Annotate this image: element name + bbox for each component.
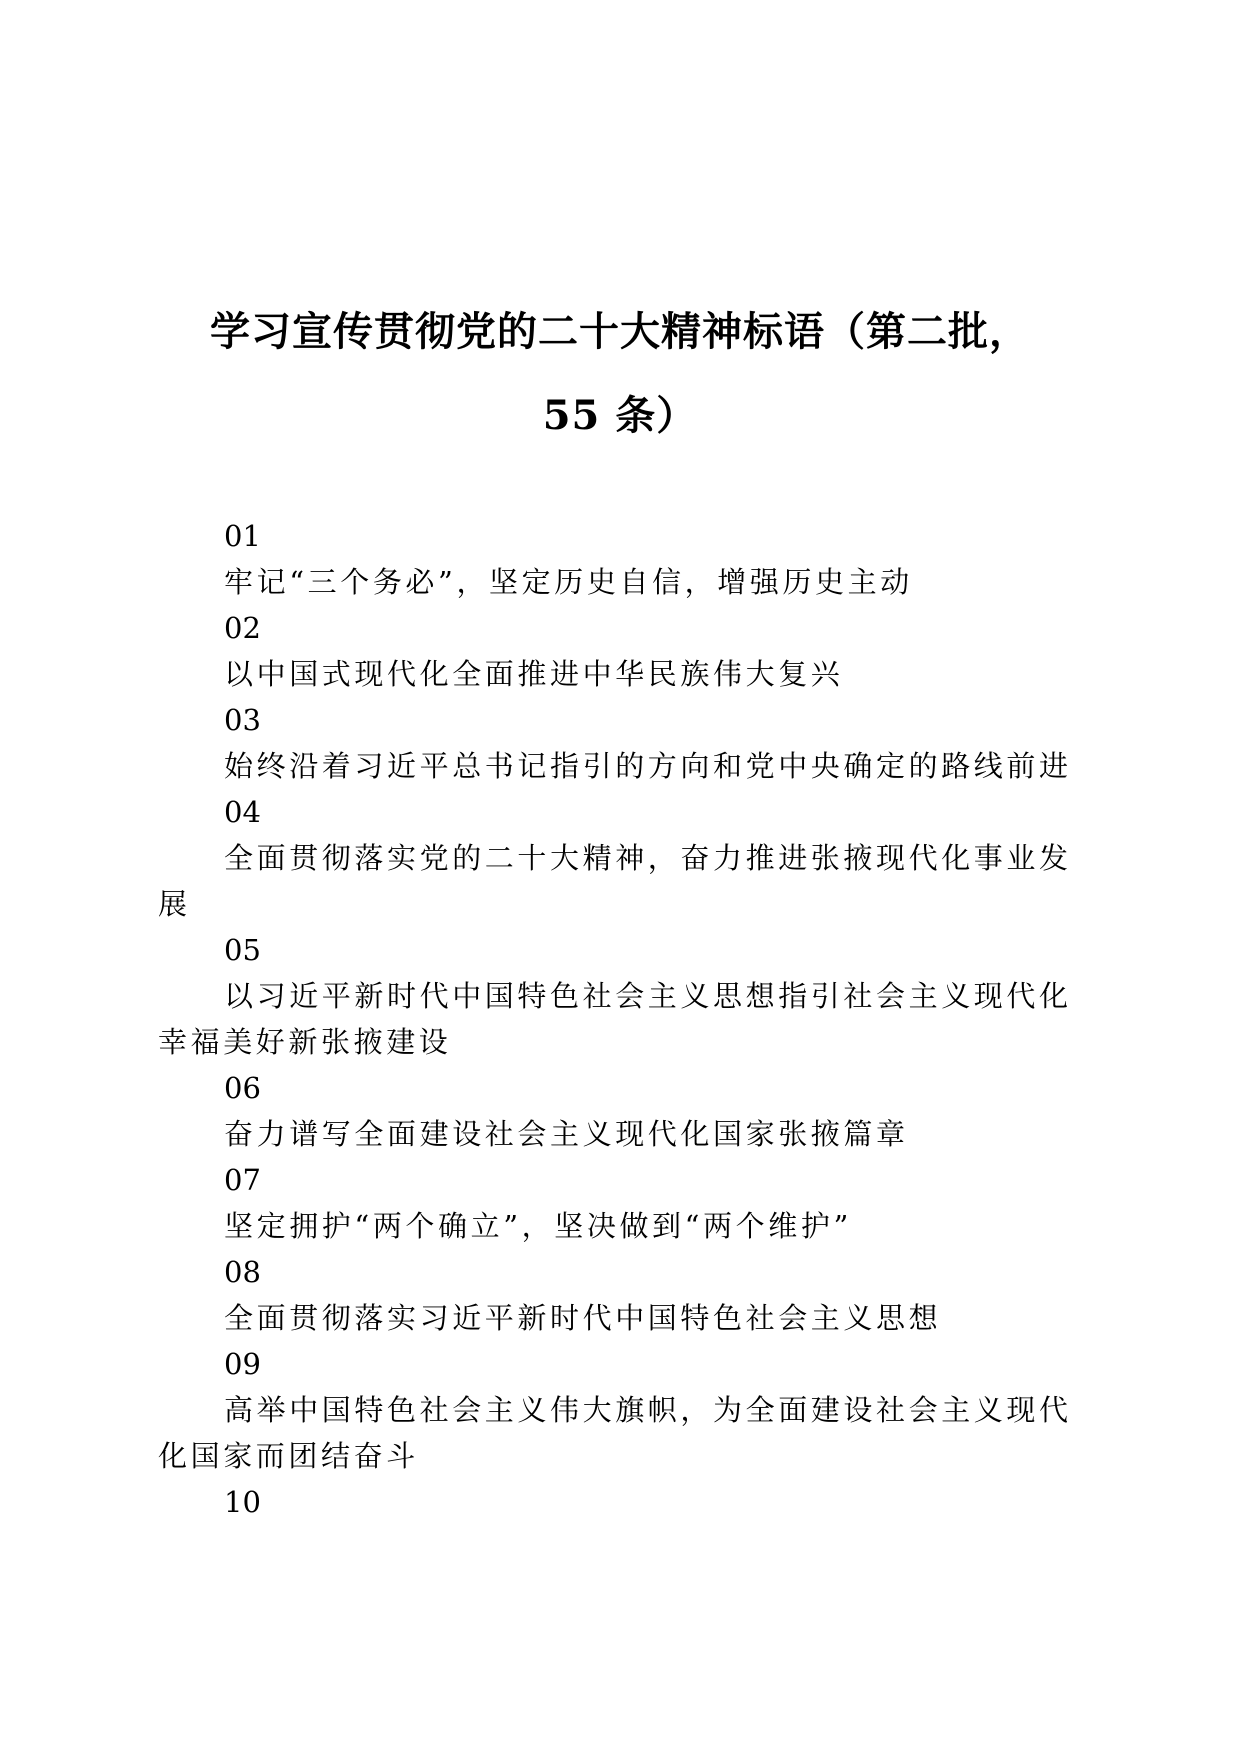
slogan-text: 奋力谱写全面建设社会主义现代化国家张掖篇章	[224, 1117, 909, 1151]
document-title-line-2: 55 条）	[542, 392, 698, 439]
slogan-item	[158, 789, 1078, 927]
slogan-text: 高举中国特色社会主义伟大旗帜，为全面建设社会主义现代化国家而团结奋斗	[158, 1393, 1072, 1473]
slogan-number: 04	[224, 795, 261, 829]
slogan-item	[158, 1249, 1078, 1341]
slogan-item	[158, 1065, 1078, 1157]
slogan-number: 06	[224, 1071, 261, 1105]
slogan-text: 坚定拥护“两个确立”，坚决做到“两个维护”	[224, 1209, 852, 1243]
slogan-text: 牢记“三个务必”，坚定历史自信，增强历史主动	[224, 565, 913, 599]
slogan-number: 03	[224, 703, 261, 737]
slogan-number: 10	[224, 1485, 261, 1519]
slogan-number: 08	[224, 1255, 261, 1289]
slogan-item	[158, 697, 1078, 789]
slogan-number: 09	[224, 1347, 261, 1381]
slogan-item	[158, 513, 1078, 605]
slogan-item	[158, 1479, 1078, 1525]
slogan-text: 始终沿着习近平总书记指引的方向和党中央确定的路线前进	[224, 749, 1072, 783]
slogan-list	[158, 513, 1078, 1525]
slogan-text: 全面贯彻落实习近平新时代中国特色社会主义思想	[224, 1301, 942, 1335]
slogan-item	[158, 1341, 1078, 1479]
slogan-number: 01	[224, 519, 261, 553]
slogan-number: 07	[224, 1163, 261, 1197]
slogan-number: 05	[224, 933, 261, 967]
document-title-line-1: 学习宣传贯彻党的二十大精神标语（第二批，	[210, 308, 1030, 355]
slogan-item	[158, 927, 1078, 1065]
slogan-text: 以习近平新时代中国特色社会主义思想指引社会主义现代化幸福美好新张掖建设	[158, 979, 1072, 1059]
slogan-number: 02	[224, 611, 261, 645]
slogan-item	[158, 1157, 1078, 1249]
slogan-text: 全面贯彻落实党的二十大精神，奋力推进张掖现代化事业发展	[158, 841, 1072, 921]
slogan-item	[158, 605, 1078, 697]
slogan-text: 以中国式现代化全面推进中华民族伟大复兴	[224, 657, 844, 691]
